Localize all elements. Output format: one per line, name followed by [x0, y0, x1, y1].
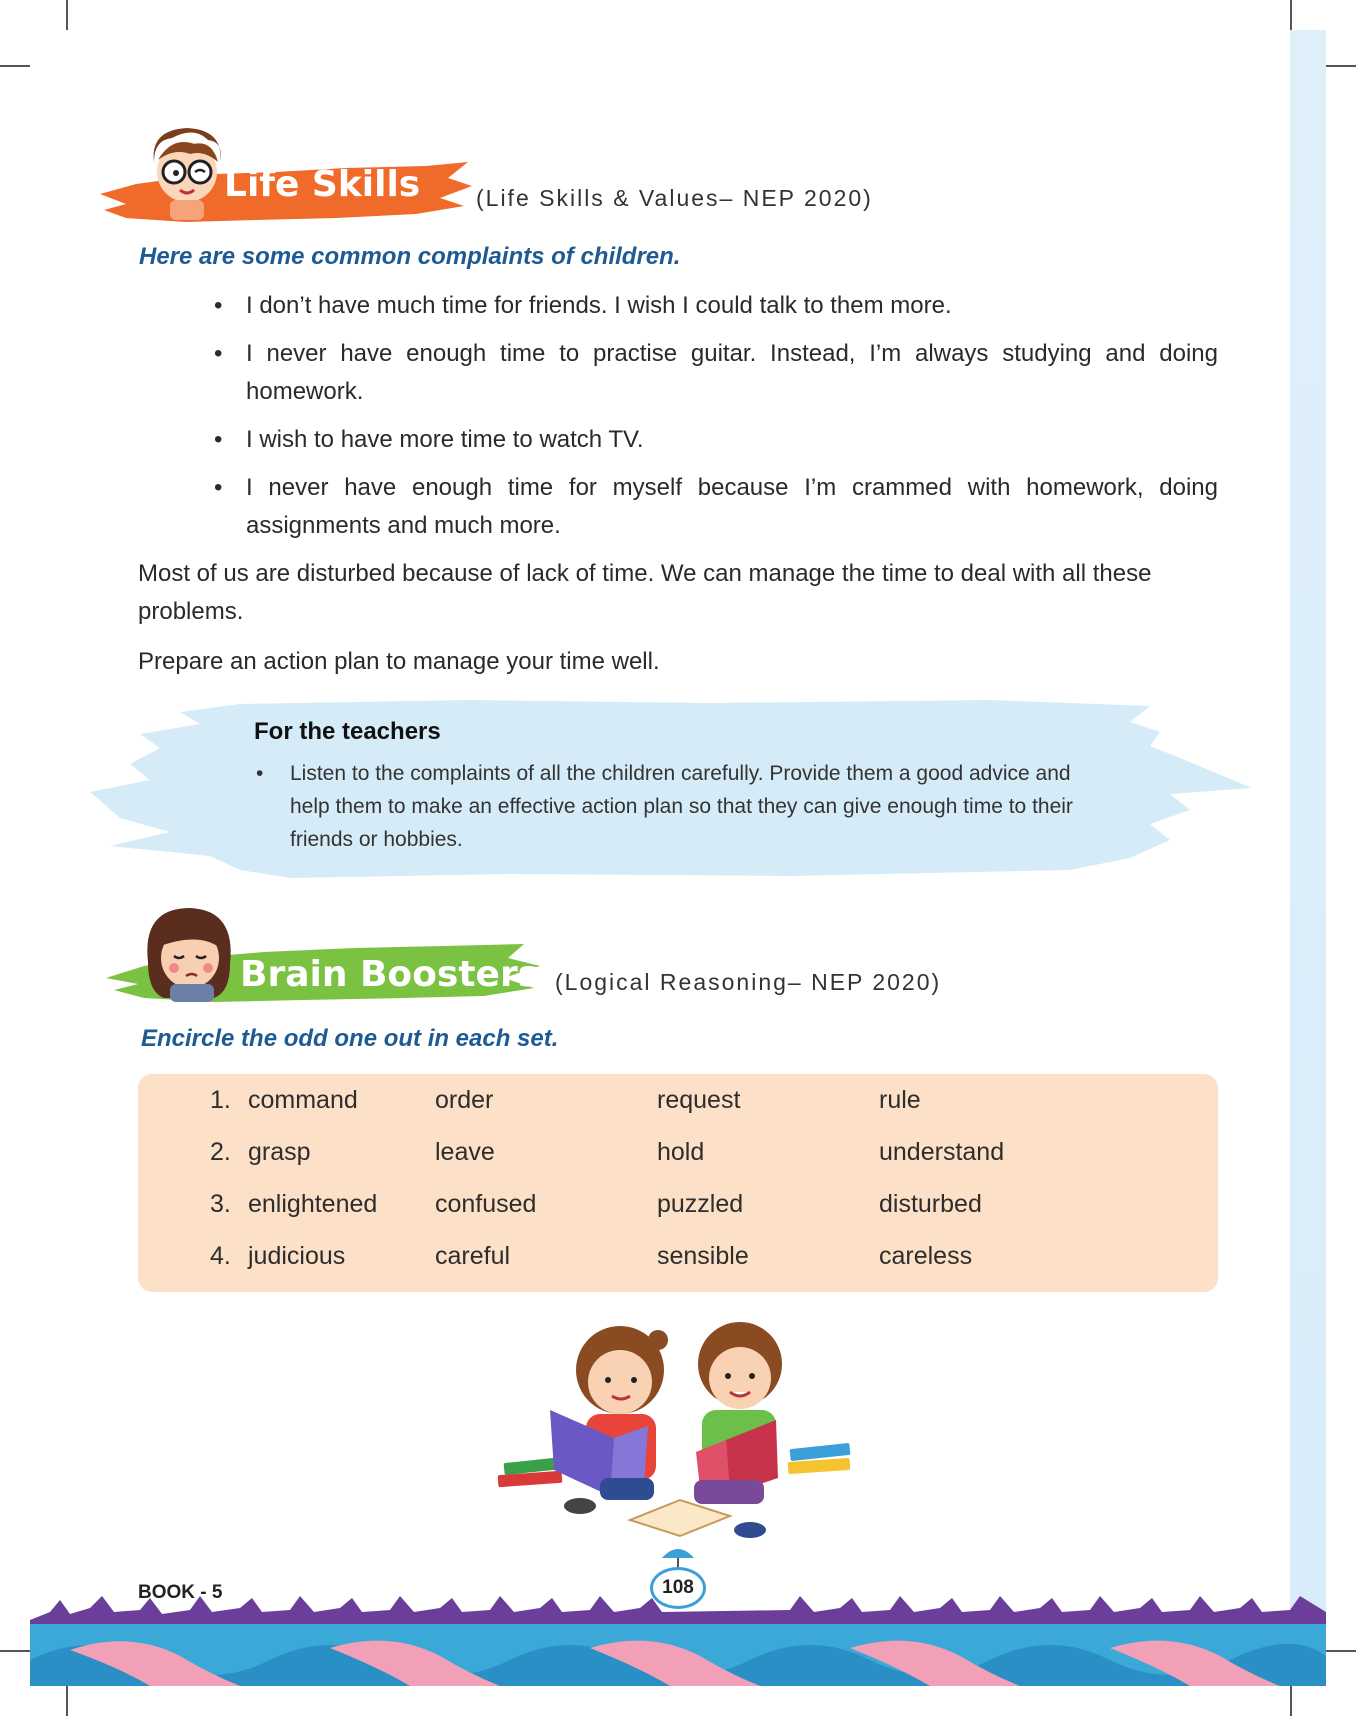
- word-option[interactable]: careful: [435, 1242, 511, 1270]
- list-item: • Listen to the complaints of all the children carefully. Provide them a good advice and help them to make an effective action plan so that they can give enough time to their friends or hobbies.: [254, 757, 1104, 856]
- brain-boosters-instruction: Encircle the odd one out in each set.: [141, 1025, 559, 1052]
- brain-boosters-subtitle: (Logical Reasoning– NEP 2020): [555, 969, 942, 995]
- word-option[interactable]: understand: [879, 1138, 1005, 1166]
- word-option[interactable]: hold: [657, 1138, 705, 1166]
- crop-mark: [0, 1650, 30, 1652]
- list-item: • I don’t have much time for friends. I wish I could talk to them more.: [208, 287, 1218, 325]
- complaints-list: [208, 287, 1218, 555]
- crop-mark: [1326, 65, 1356, 67]
- list-item: • I never have enough time to practise guitar. Instead, I’m always studying and doing homework.: [208, 335, 1218, 411]
- word-option[interactable]: command: [248, 1086, 358, 1114]
- word-option[interactable]: sensible: [657, 1242, 749, 1270]
- life-skills-instruction: Here are some common complaints of children.: [139, 243, 681, 270]
- life-skills-subtitle: (Life Skills & Values– NEP 2020): [476, 185, 873, 211]
- paragraph-time: Most of us are disturbed because of lack of time. We can manage the time to deal with all these problems.: [138, 560, 1152, 625]
- word-set-row: [138, 1242, 1218, 1282]
- brain-boosters-title: Brain Boosters: [240, 954, 540, 995]
- brain-boosters-banner: [104, 900, 544, 1010]
- crop-mark: [66, 0, 68, 30]
- list-item: • I never have enough time for myself because I’m crammed with homework, doing assignments and much more.: [208, 469, 1218, 545]
- book-label: BOOK - 5: [138, 1582, 223, 1603]
- girl-thinking-icon: [134, 902, 244, 1002]
- word-option[interactable]: rule: [879, 1086, 921, 1114]
- word-set-row: [138, 1138, 1218, 1178]
- word-option[interactable]: careless: [879, 1242, 973, 1270]
- side-strip: [1290, 30, 1326, 1686]
- crop-mark: [1290, 1686, 1292, 1716]
- word-set-row: [138, 1086, 1218, 1126]
- word-option[interactable]: request: [657, 1086, 741, 1114]
- umbrella-icon: [658, 1540, 698, 1570]
- life-skills-title: Life Skills: [224, 164, 421, 205]
- set-number: 1.: [210, 1086, 231, 1114]
- word-option[interactable]: grasp: [248, 1138, 311, 1166]
- teachers-title: For the teachers: [254, 718, 441, 745]
- word-option[interactable]: disturbed: [879, 1190, 982, 1218]
- word-option[interactable]: judicious: [248, 1242, 346, 1270]
- life-skills-banner: [96, 122, 476, 232]
- set-number: 4.: [210, 1242, 231, 1270]
- odd-one-out-box: [138, 1074, 1218, 1292]
- crop-mark: [66, 1686, 68, 1716]
- set-number: 3.: [210, 1190, 231, 1218]
- word-option[interactable]: order: [435, 1086, 494, 1114]
- paragraph-action-plan: Prepare an action plan to manage your time well.: [138, 648, 660, 675]
- crop-mark: [0, 65, 30, 67]
- word-option[interactable]: confused: [435, 1190, 537, 1218]
- word-option[interactable]: leave: [435, 1138, 495, 1166]
- word-option[interactable]: puzzled: [657, 1190, 744, 1218]
- word-set-row: [138, 1190, 1218, 1230]
- word-option[interactable]: enlightened: [248, 1190, 378, 1218]
- list-item: • I wish to have more time to watch TV.: [208, 421, 1218, 459]
- crop-mark: [1290, 0, 1292, 30]
- kids-reading-illustration: [490, 1310, 870, 1550]
- crop-mark: [1326, 1650, 1356, 1652]
- set-number: 2.: [210, 1138, 231, 1166]
- teachers-note-list: [254, 757, 1104, 856]
- page-number: 108: [650, 1567, 706, 1609]
